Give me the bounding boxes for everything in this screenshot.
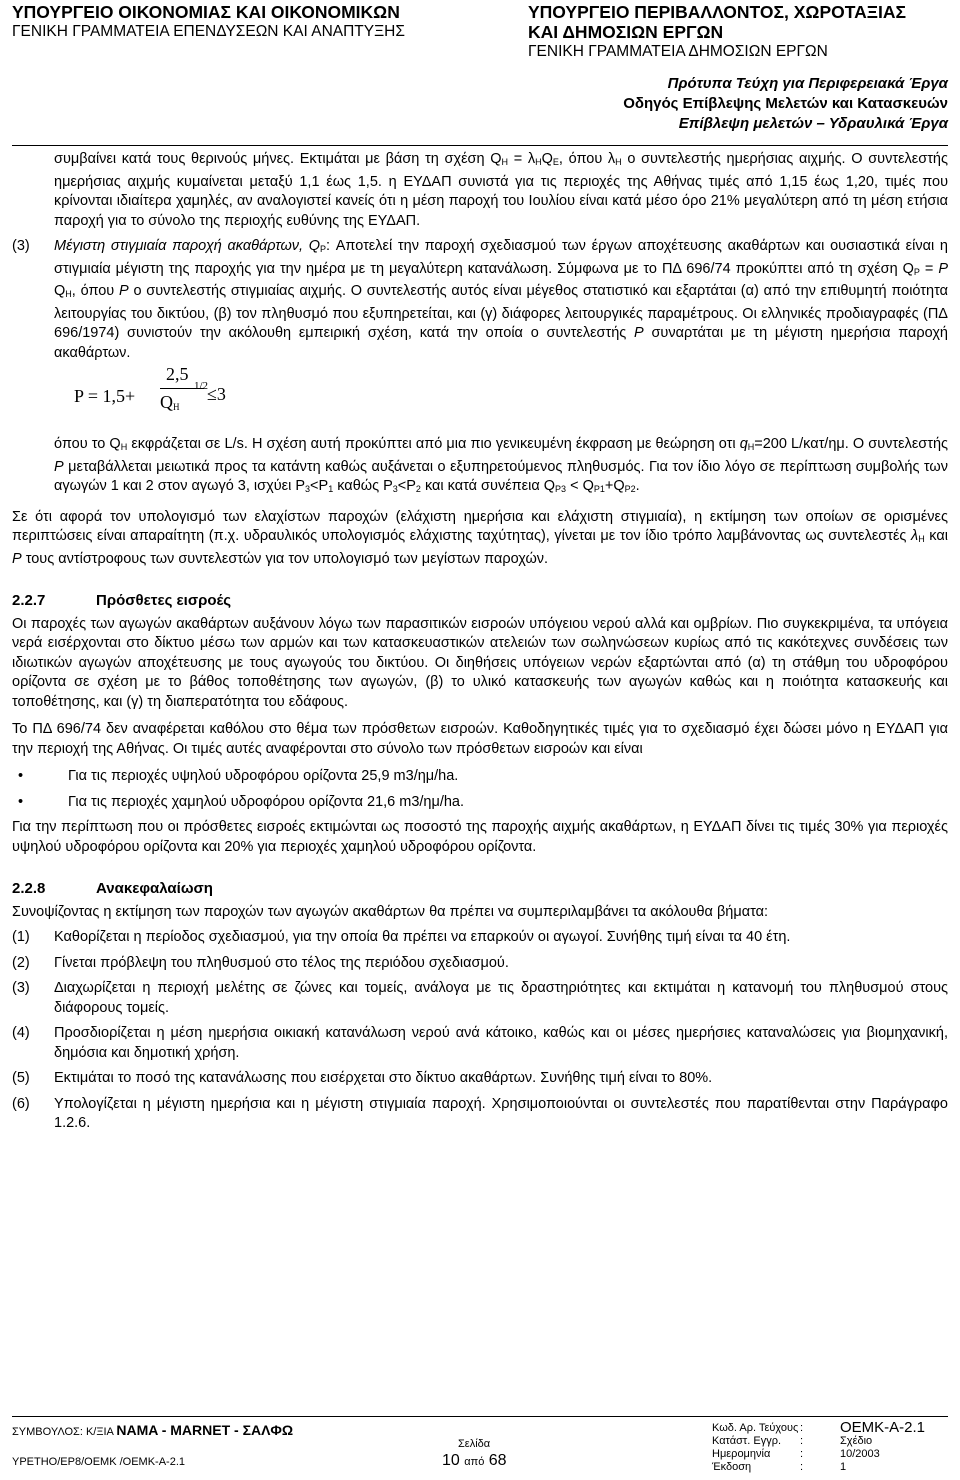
paragraph-daily-peak: συμβαίνει κατά τους θερινούς μήνες. Εκτιμάται με βάση τη σχέση $Q_H = \lambda_HQ_E$, όπου $\lambda_H$ ο συντελεστής ημερήσιας αιχμής. Ο συντελεστής ημερήσιας αιχμής κυμαίνεται μεταξύ 1,1 έως 1,5. η ΕΥΔΑΠ συνιστά για τις περιοχές της Αθήνας τιμές από 1,15 έως 1,20, τιμές που κρίνονται ιδιαίτερα χαμηλές, αν αναλογιστεί κανείς ότι η μέση παροχή του Ιουλίου είναι κατά μέσο όρο 21% μεγαλύτερη από τη μέση ετήσια παροχή για το σύνολο της περιοχής ευθύνης της ΕΥΔΑΠ. xyxy=(54,151,948,229)
meta-row-status: Κατάστ. Εγγρ. : Σχέδιο xyxy=(712,1435,873,1447)
step-item: (3) Διαχωρίζεται η περιοχή μελέτης σε ζώνες και τομείς, ανάλογα με τις δραστηριότητες και εκτιμάται η κατανομή του πληθυσμού στους διάφορους τομείς. xyxy=(12,980,948,1016)
list-item-number: (3) xyxy=(12,238,30,254)
bullet-icon: • xyxy=(18,793,24,810)
document-title-block xyxy=(623,74,948,134)
section-number: 2.2.8 xyxy=(12,880,46,897)
step-item: (5) Εκτιμάται το ποσό της κατανάλωσης που εισέρχεται στο δίκτυο ακαθάρτων. Συνήθης τιμή είναι το 80%. xyxy=(12,1070,713,1086)
meta-row-version: Έκδοση : 1 xyxy=(712,1461,847,1473)
doc-guide-title: Οδηγός Επίβλεψης Μελετών και Κατασκευών xyxy=(623,95,948,112)
step-item: (6) Υπολογίζεται η μέγιστη ημερήσια και η μέγιστη στιγμιαία παροχή. Χρησιμοποιούνται οι συντελεστές που παρατίθενται στην Παράγραφο 1.2.6. xyxy=(12,1095,948,1131)
bullet-icon: • xyxy=(18,768,24,784)
paragraph-pd-696: Το ΠΔ 696/74 δεν αναφέρεται καθόλου στο θέμα των πρόσθετων εισροών. Καθοδηγητικές τιμές για το σχεδιασμό έχει δώσει μόνο η ΕΥΔΑΠ για την περιοχή της Αθήνας. Οι τιμές αυτές αναφέρονται στο σύνολο των πρόσθετων εισροών και είναι xyxy=(12,721,948,757)
page-number: 10 από 68 xyxy=(442,1452,507,1469)
section-number: 2.2.7 xyxy=(12,592,46,609)
step-item: (1) Καθορίζεται η περίοδος σχεδιασμού, για την οποία θα πρέπει να επαρκούν οι αγωγοί. Συνήθης τιμή είναι τα 40 έτη. xyxy=(12,929,791,945)
ministry-environment-title-line1: ΥΠΟΥΡΓΕΙΟ ΠΕΡΙΒΑΛΛΟΝΤΟΣ, ΧΩΡΟΤΑΞΙΑΣ xyxy=(528,2,907,22)
paragraph-inflow-percentages: Για την περίπτωση που οι πρόσθετες εισροές εκτιμώνται ως ποσοστό της παροχής αιχμής ακαθάρτων, η ΕΥΔΑΠ δίνει τις τιμές 30% για περιοχές υψηλού υδροφόρου ορίζοντα και 20% για περιοχές χαμηλού υδροφόρου ορίζοντα. xyxy=(12,819,948,855)
doc-section-title: Επίβλεψη μελετών – Υδραυλικά Έργα xyxy=(678,115,948,132)
section-heading-2-2-7 xyxy=(12,591,948,611)
meta-row-code: Κωδ. Αρ. Τεύχους : ΟΕΜΚ-Α-2.1 xyxy=(712,1419,926,1436)
page-label: Σελίδα xyxy=(458,1438,491,1450)
advisor-line: ΣΥΜΒΟΥΛΟΣ: Κ/ΞΙΑ NAMA - MARNET - ΣΑΛΦΩ xyxy=(12,1422,294,1438)
doc-series-title: Πρότυπα Τεύχη για Περιφερειακά Έργα xyxy=(667,75,948,92)
section-title: Ανακεφαλαίωση xyxy=(96,880,213,897)
inflow-bullet-list xyxy=(12,767,948,812)
section-title: Πρόσθετες εισροές xyxy=(96,592,232,609)
footer-divider xyxy=(12,1416,948,1417)
meta-row-date: Ημερομηνία : 10/2003 xyxy=(712,1448,880,1460)
document-code: ΥΡΕΤΗΟ/ΕΡ8/ΟΕΜΚ /ΟΕΜΚ-Α-2.1 xyxy=(12,1456,185,1468)
header-left xyxy=(12,2,482,42)
step-item: (2) Γίνεται πρόβλεψη του πληθυσμού στο τέλος της περιόδου σχεδιασμού. xyxy=(12,954,509,971)
peak-factor-formula xyxy=(74,363,948,435)
formula-lhs: P = 1,5+ xyxy=(74,386,136,406)
header-divider xyxy=(12,145,948,146)
list-item-text: Μέγιστη στιγμιαία παροχή ακαθάρτων, $Q_P$: Αποτελεί την παροχή σχεδιασμού των έργων αποχέτευσης ακαθάρτων και ουσιαστικά είναι η στιγμιαία μέγιστη της παροχής για την ημέρα με τη μεγαλύτερη κατανάλωση. Σύμφωνα με το ΠΔ 696/74 προκύπτει από τη σχέση $Q_P = P$ $Q_H$, όπου P ο συντελεστής στιγμιαίας αιχμής. Ο συντελεστής αυτός είναι μέγεθος στατιστικό και εξαρτάται (α) από την επιθυμητή ποιότητα λειτουργίας του δικτύου, (β) τον πληθυσμό που εξυπηρετείται, και (γ) διάφορες λειτουργικές παραμέτρους. Οι ελληνικές προδιαγραφές (ΠΔ 696/1974) συνιστούν την ακόλουθη εμπειρική σχέση, κατά την οποία ο συντελεστής P συναρτάται με τη μέγιστη ημερήσια παροχή ακαθάρτων. xyxy=(54,238,949,361)
paragraph-additional-inflows: Οι παροχές των αγωγών ακαθάρτων αυξάνουν λόγω των παρασιτικών εισροών υπόγειου νερού αλλά και ομβρίων. Πιο συγκεκριμένα, τα υπόγεια νερά εισέρχονται στο δίκτυο μέσω των αρμών και των κατασκευαστικών ατελειών των σωληνώσεων κυρίως από τις κακότεχνες συνδέσεις των ιδιωτικών αγωγών αποχέτευσης με τους αγωγούς του δικτύου. Οι διηθήσεις υπόγειων νερών εξαρτώνται από (α) τη στάθμη του υδροφόρου ορίζοντα σε σχέση με το βάθος τοποθέτησης των αγωγών, (β) το υλικό κατασκευής των αγωγών καθώς και η ποιότητα κατασκευής και τοποθέτησης, και (γ) τη διαπερατότητα του εδάφους. xyxy=(12,615,948,710)
formula-denominator: $Q_H$ xyxy=(160,392,180,412)
formula-rhs: ≤3 xyxy=(207,384,226,404)
step-item: (4) Προσδιορίζεται η μέση ημερήσια οικιακή κατανάλωση νερού ανά κάτοικο, καθώς και οι μέσες ημερήσιες καταναλώσεις για βιομηχανική, δημόσια και δημοτική χρήση. xyxy=(12,1025,948,1061)
paragraph-summary-intro: Συνοψίζοντας η εκτίμηση των παροχών των αγωγών ακαθάρτων θα πρέπει να συμπεριλαμβάνει τα ακόλουθα βήματα: xyxy=(12,903,769,920)
document-meta xyxy=(712,1419,952,1474)
ministry-environment-title-line2: ΚΑΙ ΔΗΜΟΣΙΩΝ ΕΡΓΩΝ xyxy=(528,22,724,42)
section-heading-2-2-8 xyxy=(12,879,948,899)
ministry-environment-subtitle: ΓΕΝΙΚΗ ΓΡΑΜΜΑΤΕΙΑ ΔΗΜΟΣΙΩΝ ΕΡΓΩΝ xyxy=(528,43,828,60)
ministry-economy-title: ΥΠΟΥΡΓΕΙΟ ΟΙΚΟΝΟΜΙΑΣ ΚΑΙ ΟΙΚΟΝΟΜΙΚΩΝ xyxy=(12,2,400,22)
paragraph-formula-explanation: όπου το $Q_H$ εκφράζεται σε L/s. Η σχέση αυτή προκύπτει από μια πιο γενικευμένη έκφραση με θεώρηση οτι $q_H=200$ L/κατ/ημ. Ο συντελεστής P μεταβάλλεται μειωτικά προς τα κατάντη καθώς αυξάνεται ο εξυπηρετούμενος πληθυσμός. Για τον ίδιο λόγο σε περίπτωση συμβολής των αγωγών 1 και 2 στον αγωγό 3, ισχύει $P_3<P_1$ καθώς $P_3<P_2$ και κατά συνέπεια $Q_{P3} < Q_{P1}+Q_{P2}$. xyxy=(54,436,949,494)
list-item: • Για τις περιοχές χαμηλού υδροφόρου ορίζοντα 21,6 m3/ημ/ha. xyxy=(12,793,948,813)
list-item: • Για τις περιοχές υψηλού υδροφόρου ορίζοντα 25,9 m3/ημ/ha. xyxy=(12,767,948,787)
formula-exponent: 1/2 xyxy=(194,380,209,392)
page-footer xyxy=(0,1418,960,1478)
document-body xyxy=(12,150,948,1134)
formula-numerator: 2,5 xyxy=(166,364,189,384)
list-item-instant-peak xyxy=(12,237,948,363)
paragraph-minimum-flows: Σε ότι αφορά τον υπολογισμό των ελαχίστων παροχών (ελάχιστη ημερήσια και ελάχιστη στιγμιαία), η εκτίμηση των οποίων σε ορισμένες περιπτώσεις είναι απαραίτητη (π.χ. υδραυλικός υπολογισμός ελάχιστης ταχύτητας), γίνεται με τον ίδιο τρόπο λαμβάνοντας ως συντελεστές $\lambda_H$ και P τους αντίστροφους των συντελεστών για τον υπολογισμό των μεγίστων παροχών. xyxy=(12,508,948,567)
header-right xyxy=(528,2,948,62)
ministry-economy-subtitle: ΓΕΝΙΚΗ ΓΡΑΜΜΑΤΕΙΑ ΕΠΕΝΔΥΣΕΩΝ ΚΑΙ ΑΝΑΠΤΥΞΗΣ xyxy=(12,23,405,40)
